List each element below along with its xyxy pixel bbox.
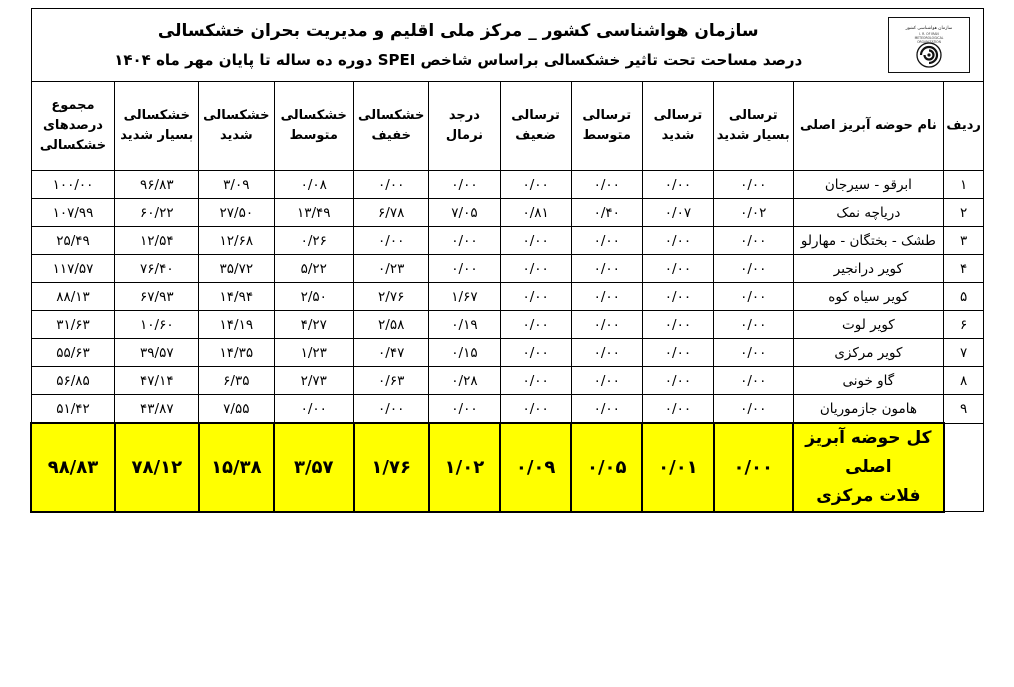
cell-drought-very-severe: ۶۷/۹۳ [115, 283, 199, 311]
col-header-wet-severe-line2: شدید [661, 128, 695, 143]
cell-wet-severe: ۰/۰۰ [642, 227, 713, 255]
cell-drought-very-severe: ۹۶/۸۳ [115, 171, 199, 199]
cell-normal: ۷/۰۵ [429, 199, 500, 227]
cell-wet-severe: ۰/۰۰ [642, 255, 713, 283]
col-header-index-line1: ردیف [946, 117, 981, 133]
col-header-normal-line1: درجد [448, 107, 480, 123]
cell-wet-mild: ۰/۰۰ [500, 311, 571, 339]
cell-drought-severe: ۶/۳۵ [199, 367, 274, 395]
cell-wet-severe: ۰/۰۰ [642, 339, 713, 367]
cell-drought-severe: ۲۷/۵۰ [199, 199, 274, 227]
row-index: ۵ [944, 283, 984, 311]
svg-text:I. R. OF IRAN: I. R. OF IRAN [919, 32, 939, 36]
cell-drought-moderate: ۰/۲۶ [274, 227, 354, 255]
cell-wet-moderate: ۰/۰۰ [571, 255, 642, 283]
cell-drought-very-severe: ۷۶/۴۰ [115, 255, 199, 283]
cell-drought-severe: ۳/۰۹ [199, 171, 274, 199]
col-header-total-line2: درصدهای خشکسالی [39, 117, 107, 154]
cell-wet-severe: ۰/۰۰ [642, 311, 713, 339]
cell-total: ۵۶/۸۵ [31, 367, 115, 395]
cell-drought-mild: ۲/۷۶ [354, 283, 429, 311]
table-row [31, 227, 984, 255]
cell-drought-severe: ۱۴/۳۵ [199, 339, 274, 367]
svg-text:سازمان هواشناسی کشور: سازمان هواشناسی کشور [905, 26, 953, 31]
cell-wet-severe: ۰/۰۰ [642, 367, 713, 395]
cell-drought-mild: ۰/۰۰ [354, 171, 429, 199]
total-drought-moderate: ۳/۵۷ [274, 423, 354, 512]
cell-wet-severe: ۰/۰۰ [642, 283, 713, 311]
cell-wet-very-severe: ۰/۰۲ [714, 199, 794, 227]
total-row-label-line2: فلات مرکزی [816, 485, 921, 506]
cell-wet-moderate: ۰/۰۰ [571, 311, 642, 339]
total-drought-mild: ۱/۷۶ [354, 423, 429, 512]
cell-wet-very-severe: ۰/۰۰ [714, 339, 794, 367]
cell-drought-moderate: ۰/۰۸ [274, 171, 354, 199]
cell-drought-very-severe: ۶۰/۲۲ [115, 199, 199, 227]
row-basin-name: طشک - بختگان - مهارلو [793, 227, 944, 255]
col-header-wet-moderate [571, 82, 642, 171]
table-row [31, 339, 984, 367]
cell-total: ۳۱/۶۳ [31, 311, 115, 339]
cell-drought-moderate: ۲/۷۳ [274, 367, 354, 395]
cell-wet-very-severe: ۰/۰۰ [714, 283, 794, 311]
cell-wet-mild: ۰/۰۰ [500, 283, 571, 311]
organization-logo [875, 9, 983, 81]
cell-wet-mild: ۰/۰۰ [500, 395, 571, 424]
cell-drought-severe: ۱۲/۶۸ [199, 227, 274, 255]
cell-wet-severe: ۰/۰۰ [642, 171, 713, 199]
col-header-drought-mild-line1: خشکسالی [358, 107, 425, 123]
cell-drought-moderate: ۰/۰۰ [274, 395, 354, 424]
cell-drought-mild: ۰/۴۷ [354, 339, 429, 367]
cell-drought-very-severe: ۱۲/۵۴ [115, 227, 199, 255]
cell-normal: ۰/۰۰ [429, 395, 500, 424]
col-header-total-line1: مجموع [51, 97, 95, 113]
cell-drought-moderate: ۲/۵۰ [274, 283, 354, 311]
cell-wet-very-severe: ۰/۰۰ [714, 395, 794, 424]
col-header-wet-moderate-line1: ترسالی [582, 107, 632, 123]
cell-drought-very-severe: ۴۷/۱۴ [115, 367, 199, 395]
col-header-drought-mild [354, 82, 429, 171]
row-basin-name: هامون جازموریان [793, 395, 944, 424]
table-row [31, 395, 984, 424]
cell-drought-severe: ۳۵/۷۲ [199, 255, 274, 283]
row-basin-name: کویر مرکزی [793, 339, 944, 367]
cell-total: ۱۰۰/۰۰ [31, 171, 115, 199]
row-basin-name: دریاچه نمک [793, 199, 944, 227]
table-row [31, 199, 984, 227]
row-index: ۷ [944, 339, 984, 367]
col-header-wet-mild [500, 82, 571, 171]
cell-drought-severe: ۱۴/۱۹ [199, 311, 274, 339]
col-header-wet-severe-line1: ترسالی [653, 107, 703, 123]
row-index: ۶ [944, 311, 984, 339]
total-wet-very-severe: ۰/۰۰ [714, 423, 794, 512]
total-index-empty [944, 423, 984, 512]
cell-wet-very-severe: ۰/۰۰ [714, 227, 794, 255]
col-header-basin-name-line1: نام حوضه آبریز اصلی [800, 117, 937, 133]
cell-total: ۵۵/۶۳ [31, 339, 115, 367]
drought-table [30, 8, 984, 513]
cell-drought-moderate: ۱۳/۴۹ [274, 199, 354, 227]
cell-drought-moderate: ۴/۲۷ [274, 311, 354, 339]
cell-wet-moderate: ۰/۰۰ [571, 395, 642, 424]
cell-wet-moderate: ۰/۰۰ [571, 339, 642, 367]
col-header-drought-moderate-line1: خشکسالی [280, 107, 347, 123]
cell-drought-mild: ۰/۰۰ [354, 395, 429, 424]
col-header-wet-severe [642, 82, 713, 171]
total-row-label [793, 423, 944, 512]
cell-wet-moderate: ۰/۴۰ [571, 199, 642, 227]
cell-wet-mild: ۰/۰۰ [500, 339, 571, 367]
row-basin-name: گاو خونی [793, 367, 944, 395]
cell-total: ۲۵/۴۹ [31, 227, 115, 255]
col-header-wet-very-severe [714, 82, 794, 171]
cell-wet-very-severe: ۰/۰۰ [714, 311, 794, 339]
col-header-drought-moderate-line2: متوسط [289, 128, 338, 143]
col-header-wet-very-severe-line1: ترسالی [728, 107, 778, 123]
cell-wet-mild: ۰/۸۱ [500, 199, 571, 227]
imo-logo-icon [891, 20, 967, 70]
row-basin-name: کویر سیاه کوه [793, 283, 944, 311]
table-row [31, 367, 984, 395]
total-wet-mild: ۰/۰۹ [500, 423, 571, 512]
col-header-wet-mild-line2: ضعیف [515, 128, 556, 143]
row-index: ۳ [944, 227, 984, 255]
report-title-line1: سازمان هواشناسی کشور _ مرکز ملی اقلیم و مدیریت بحران خشکسالی [157, 21, 759, 41]
cell-wet-very-severe: ۰/۰۰ [714, 255, 794, 283]
row-index: ۹ [944, 395, 984, 424]
total-drought-severe: ۱۵/۳۸ [199, 423, 274, 512]
cell-wet-severe: ۰/۰۰ [642, 395, 713, 424]
cell-normal: ۰/۱۵ [429, 339, 500, 367]
cell-wet-mild: ۰/۰۰ [500, 171, 571, 199]
table-header-row [31, 82, 984, 171]
cell-normal: ۱/۶۷ [429, 283, 500, 311]
total-normal: ۱/۰۲ [429, 423, 500, 512]
table-total-row [31, 423, 984, 512]
cell-drought-moderate: ۵/۲۲ [274, 255, 354, 283]
cell-wet-mild: ۰/۰۰ [500, 367, 571, 395]
cell-wet-moderate: ۰/۰۰ [571, 367, 642, 395]
cell-drought-severe: ۱۴/۹۴ [199, 283, 274, 311]
total-row-label-line1: کل حوضه آبریز اصلی [805, 428, 932, 477]
svg-text:METEOROLOGICAL: METEOROLOGICAL [914, 36, 944, 40]
cell-wet-very-severe: ۰/۰۰ [714, 171, 794, 199]
cell-normal: ۰/۰۰ [429, 171, 500, 199]
table-row [31, 171, 984, 199]
cell-drought-very-severe: ۱۰/۶۰ [115, 311, 199, 339]
col-header-basin-name [793, 82, 944, 171]
row-basin-name: کویر درانجیر [793, 255, 944, 283]
col-header-wet-moderate-line2: متوسط [582, 128, 631, 143]
col-header-normal [429, 82, 500, 171]
total-drought-very-severe: ۷۸/۱۲ [115, 423, 199, 512]
cell-wet-moderate: ۰/۰۰ [571, 283, 642, 311]
col-header-drought-very-severe-line1: خشکسالی [123, 107, 190, 123]
col-header-drought-very-severe [115, 82, 199, 171]
cell-wet-very-severe: ۰/۰۰ [714, 367, 794, 395]
total-sum: ۹۸/۸۳ [31, 423, 115, 512]
row-basin-name: ابرقو - سیرجان [793, 171, 944, 199]
cell-total: ۱۱۷/۵۷ [31, 255, 115, 283]
cell-wet-moderate: ۰/۰۰ [571, 227, 642, 255]
cell-total: ۱۰۷/۹۹ [31, 199, 115, 227]
row-index: ۲ [944, 199, 984, 227]
cell-wet-moderate: ۰/۰۰ [571, 171, 642, 199]
cell-drought-mild: ۰/۲۳ [354, 255, 429, 283]
cell-drought-very-severe: ۴۳/۸۷ [115, 395, 199, 424]
row-index: ۸ [944, 367, 984, 395]
cell-drought-mild: ۰/۰۰ [354, 227, 429, 255]
total-wet-moderate: ۰/۰۵ [571, 423, 642, 512]
cell-normal: ۰/۱۹ [429, 311, 500, 339]
header-banner-row [31, 9, 984, 82]
cell-normal: ۰/۲۸ [429, 367, 500, 395]
cell-drought-severe: ۷/۵۵ [199, 395, 274, 424]
header-banner-cell [31, 9, 984, 82]
cell-normal: ۰/۰۰ [429, 255, 500, 283]
table-row [31, 283, 984, 311]
table-row [31, 311, 984, 339]
logo-box [888, 17, 970, 73]
col-header-index [944, 82, 984, 171]
table-row [31, 255, 984, 283]
col-header-wet-mild-line1: ترسالی [511, 107, 560, 123]
report-sheet [30, 8, 984, 513]
col-header-drought-severe [199, 82, 274, 171]
row-index: ۴ [944, 255, 984, 283]
svg-text:ORGANIZATION: ORGANIZATION [917, 40, 941, 44]
total-wet-severe: ۰/۰۱ [642, 423, 713, 512]
row-index: ۱ [944, 171, 984, 199]
col-header-drought-severe-line2: شدید [219, 128, 253, 143]
cell-total: ۸۸/۱۳ [31, 283, 115, 311]
col-header-drought-very-severe-line2: بسیار شدید [120, 128, 194, 143]
col-header-drought-moderate [274, 82, 354, 171]
cell-drought-very-severe: ۳۹/۵۷ [115, 339, 199, 367]
cell-wet-mild: ۰/۰۰ [500, 227, 571, 255]
cell-wet-severe: ۰/۰۷ [642, 199, 713, 227]
cell-normal: ۰/۰۰ [429, 227, 500, 255]
cell-drought-mild: ۰/۶۳ [354, 367, 429, 395]
col-header-normal-line2: نرمال [445, 128, 484, 143]
cell-total: ۵۱/۴۲ [31, 395, 115, 424]
col-header-drought-mild-line2: خفیف [371, 128, 411, 143]
row-basin-name: کویر لوت [793, 311, 944, 339]
cell-drought-moderate: ۱/۲۳ [274, 339, 354, 367]
cell-drought-mild: ۶/۷۸ [354, 199, 429, 227]
report-title-line2: درصد مساحت تحت تاثیر خشکسالی براساس شاخص SPEI دوره ده ساله تا پایان مهر ماه ۱۴۰۴ [114, 51, 803, 69]
col-header-total [31, 82, 115, 171]
col-header-drought-severe-line1: خشکسالی [203, 107, 270, 123]
cell-wet-mild: ۰/۰۰ [500, 255, 571, 283]
col-header-wet-very-severe-line2: بسیار شدید [716, 128, 790, 143]
cell-drought-mild: ۲/۵۸ [354, 311, 429, 339]
